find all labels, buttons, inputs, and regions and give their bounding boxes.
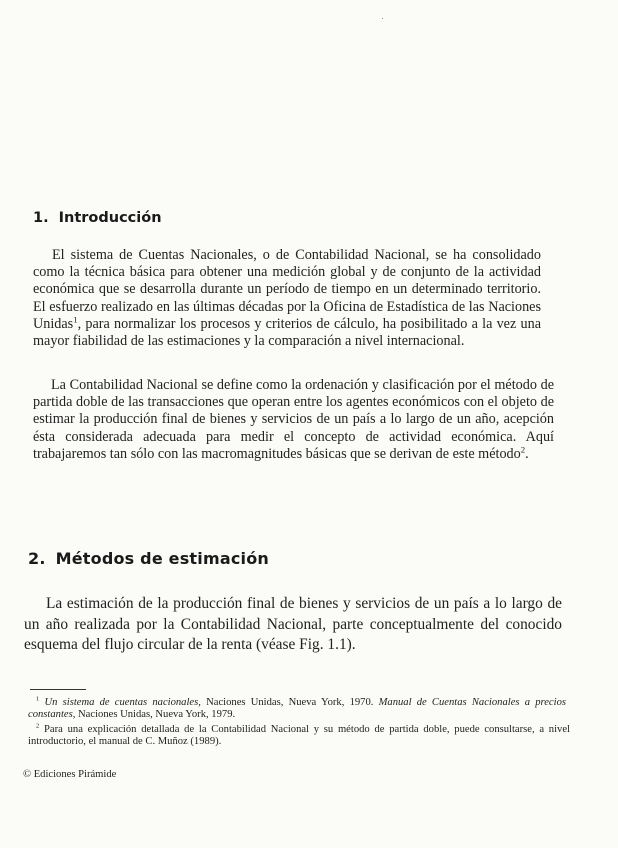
paragraph-text: La estimación de la producción final de bienes y servicios de un país a lo largo de un año realizada por la Contabilidad Nacional, parte conceptualmente del conocido esquema del flujo circular de la renta (véase Fig. 1.1).	[24, 595, 562, 653]
footnote-title: Un sistema de cuentas nacionales,	[44, 697, 201, 708]
paragraph-text: , para normalizar los procesos y criterios de cálculo, ha posibilitado a la vez una mayor fiabilidad de las estimaciones y la comparación a nivel internacional.	[33, 315, 541, 350]
section-number: 2.	[28, 549, 46, 568]
footnote-text: Naciones Unidas, Nueva York, 1979.	[75, 709, 236, 721]
paragraph-metodos	[24, 594, 562, 656]
footnote-title: Manual de Cuentas Nacionales a precios constantes,	[28, 697, 566, 721]
section-title: Introducción	[58, 210, 162, 226]
footnote-2	[28, 724, 570, 749]
footnote-mark: 1	[36, 695, 40, 703]
scan-speck	[382, 18, 383, 19]
footnote-ref-2[interactable]: 2	[520, 444, 526, 455]
footnote-mark: 2	[36, 722, 40, 730]
footnote-divider	[30, 689, 86, 690]
footnote-ref-1[interactable]: 1	[73, 314, 78, 325]
paragraph-text: .	[525, 445, 529, 462]
paragraph-text: El sistema de Cuentas Nacionales, o de Contabilidad Nacional, se ha consolidado como la técnica básica para obtener una medición global y de conjunto de la actividad económica que se desarrolla durante un período de tiempo en un determinado territorio. El esfuerzo realizado en las últimas décadas por la Oficina de Estadística de las Naciones Unidas	[33, 247, 541, 332]
paragraph-intro-1	[33, 247, 541, 350]
footnote-1	[28, 697, 566, 722]
footnote-text: Naciones Unidas, Nueva York, 1970.	[200, 697, 379, 708]
section-heading-metodos	[28, 549, 269, 568]
section-title: Métodos de estimación	[55, 549, 269, 568]
section-number: 1.	[33, 210, 49, 226]
footnote-text: Para una explicación detallada de la Contabilidad Nacional y su método de partida doble, puede consultarse, a nivel introductorio, el manual de C. Muñoz (1989).	[28, 724, 570, 748]
paragraph-text: La Contabilidad Nacional se define como la ordenación y clasificación por el método de partida doble de las transacciones que operan entre los agentes económicos con el objeto de estimar la producción final de bienes y servicios de un país a lo largo de un año, acepción ésta considerada adecuada para medir el concepto de actividad económica. Aquí trabajaremos tan sólo con las macromagnitudes básicas que se derivan de este método	[33, 377, 554, 462]
paragraph-intro-2	[33, 377, 554, 463]
copyright-notice: © Ediciones Pirámide	[23, 769, 117, 780]
section-heading-introduccion	[33, 210, 162, 226]
